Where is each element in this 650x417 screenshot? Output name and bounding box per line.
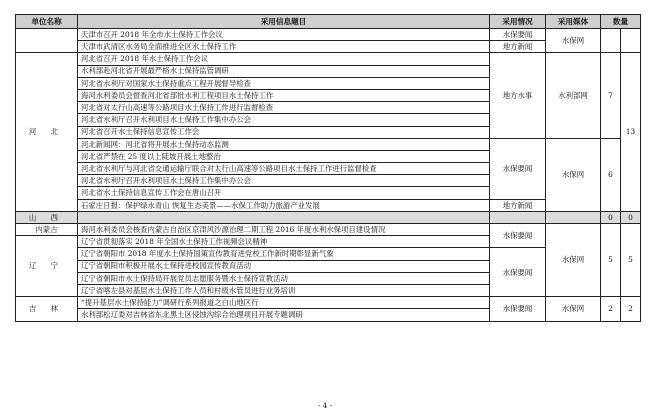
title-cell bbox=[78, 211, 490, 223]
title-cell: 河北省召开水土保持信息宣传工作会 bbox=[78, 126, 490, 138]
count-cell-jilin: 2 bbox=[601, 297, 621, 321]
count-cell-shanxi: 0 bbox=[601, 211, 621, 223]
title-cell: 天津市武清区水务局全面推进全区水土保持工作 bbox=[78, 41, 490, 53]
title-cell: “提升基层水土保持能力”调研行系列报道之白山地区行 bbox=[78, 297, 490, 309]
table-row bbox=[16, 29, 641, 41]
title-cell: 辽宁省贯彻落实 2018 年全国水土保持工作视频会议精神 bbox=[78, 236, 490, 248]
usage-cell-jilin: 水保要闻 bbox=[490, 297, 546, 321]
unit-cell-shanxi: 山 西 bbox=[16, 211, 78, 223]
title-cell: 海河水利委员会督查河北省部批水利工程项目水土保持工作 bbox=[78, 89, 490, 101]
usage-cell-hebei-a: 地方水事 bbox=[490, 53, 546, 138]
total-cell-shanxi: 0 bbox=[621, 211, 641, 223]
table-row bbox=[16, 297, 641, 309]
title-cell: 河北省水利厅召开水利项目水土保持工作集中办公会 bbox=[78, 175, 490, 187]
header-unit: 单位名称 bbox=[16, 15, 78, 29]
header-usage: 采用情况 bbox=[490, 15, 546, 29]
total-cell-hebei: 13 bbox=[621, 53, 641, 211]
unit-cell-tianjin bbox=[16, 29, 78, 53]
info-adoption-table bbox=[15, 14, 641, 322]
usage-cell-liaoning-a: 水保要闻 bbox=[490, 224, 546, 248]
usage-cell: 水保要闻 bbox=[490, 29, 546, 41]
title-cell: 石家庄日报：保护绿水青山 恢复生态美景——水保工作助力旅游产业发展 bbox=[78, 199, 490, 211]
usage-cell-liaoning-b: 水保要闻 bbox=[490, 248, 546, 297]
title-cell: 河北省对太行山高速等公路项目水土保持工作进行监督检查 bbox=[78, 102, 490, 114]
table-row bbox=[16, 53, 641, 65]
page-number: - 4 - bbox=[317, 401, 333, 410]
table-row-shanxi bbox=[16, 211, 641, 223]
title-cell: 水利部赴河北省开展最严格水土保持监管调研 bbox=[78, 65, 490, 77]
usage-cell bbox=[490, 211, 546, 223]
total-cell-jilin: 2 bbox=[621, 297, 641, 321]
title-cell: 河北省水利厅对国家水土保持重点工程开展督导检查 bbox=[78, 77, 490, 89]
usage-cell: 地方新闻 bbox=[490, 41, 546, 53]
media-cell bbox=[546, 211, 601, 223]
total-cell-liaoning: 5 bbox=[621, 224, 641, 297]
title-cell: 海河水利委员会核查内蒙古自治区京津风沙源治理二期工程 2016 年度水利水保项目建设情况 bbox=[78, 224, 490, 236]
title-cell: 辽宁省朝阳市积极开展水土保持进校园宣传教育活动 bbox=[78, 260, 490, 272]
media-cell-hebei-b: 水保网 bbox=[546, 138, 601, 211]
unit-cell-neimenggu: 内蒙古 bbox=[16, 224, 78, 236]
media-cell-hebei-a: 水利部网 bbox=[546, 53, 601, 138]
table-row bbox=[16, 138, 641, 150]
title-cell: 辽宁省朝阳市 2018 年度水土保持国策宣传教育进党校工作新时期彰显新气象 bbox=[78, 248, 490, 260]
title-cell: 河北省召开 2018 年水土保持工作会议 bbox=[78, 53, 490, 65]
usage-cell-hebei-b: 水保要闻 bbox=[490, 138, 546, 199]
header-count: 数量 bbox=[601, 15, 641, 29]
usage-cell: 地方新闻 bbox=[490, 199, 546, 211]
unit-cell-hebei: 河 北 bbox=[16, 53, 78, 211]
count-cell-tianjin bbox=[601, 29, 621, 53]
title-cell: 河北新闻网：河北省将开展水土保持动态监测 bbox=[78, 138, 490, 150]
title-cell: 河北省水利厅与河北省交通运输厅联合对太行山高速等公路项目水土保持工作进行监督检查 bbox=[78, 163, 490, 175]
unit-cell-liaoning: 辽 宁 bbox=[16, 236, 78, 297]
title-cell: 河北省严禁在 25 度以上陡坡开展土地整治 bbox=[78, 150, 490, 162]
title-cell: 河北省水土保持信息宣传工作会在唐山召开 bbox=[78, 187, 490, 199]
total-cell-tianjin bbox=[621, 29, 641, 53]
title-cell: 河北省水利厅召开水利项目水土保持工作集中办公会 bbox=[78, 114, 490, 126]
document-page bbox=[15, 14, 640, 322]
media-cell-jilin: 水保网 bbox=[546, 297, 601, 321]
count-cell-hebei-b: 6 bbox=[601, 138, 621, 211]
media-cell-tianjin: 水保网 bbox=[546, 29, 601, 53]
count-cell-liaoning: 5 bbox=[601, 224, 621, 297]
table-row bbox=[16, 224, 641, 236]
header-title: 采用信息题目 bbox=[78, 15, 490, 29]
table-header-row bbox=[16, 15, 641, 29]
count-cell-hebei-a: 7 bbox=[601, 53, 621, 138]
title-cell: 辽宁省朝阳市水土保持局开展党员志愿服务暨水土保持宣教活动 bbox=[78, 272, 490, 284]
title-cell: 水利部松辽委对吉林省东北黑土区侵蚀沟综合治理项目开展专题调研 bbox=[78, 309, 490, 321]
media-cell-liaoning: 水保网 bbox=[546, 224, 601, 297]
title-cell: 天津市召开 2018 年全市水土保持工作会议 bbox=[78, 29, 490, 41]
unit-cell-jilin: 吉 林 bbox=[16, 297, 78, 321]
title-cell: 辽宁省喀左县对基层水土保持工作人员和村级水管员进行业务培训 bbox=[78, 284, 490, 296]
header-media: 采用媒体 bbox=[546, 15, 601, 29]
